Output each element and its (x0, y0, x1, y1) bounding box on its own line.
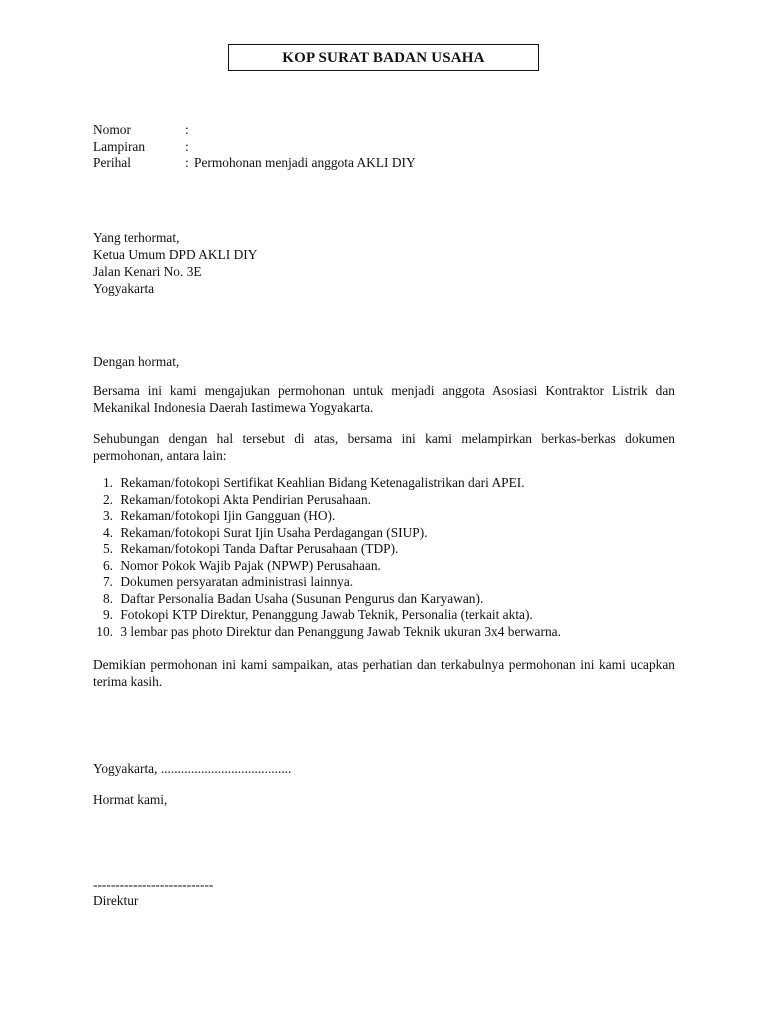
paragraph-attachments-intro: Sehubungan dengan hal tersebut di atas, bersama ini kami melampirkan berkas-berkas dokumen permohonan, antara lain: (93, 431, 675, 463)
list-text: Rekaman/fotokopi Sertifikat Keahlian Bidang Ketenagalistrikan dari APEI. (120, 475, 525, 490)
meta-colon: : (185, 155, 189, 170)
place-date: Yogyakarta, ....................................... (93, 761, 292, 776)
paragraph-request: Bersama ini kami mengajukan permohonan untuk menjadi anggota Asosiasi Kontraktor Listrik dan Mekanikal Indonesia Daerah Iastimewa Yogyakarta. (93, 383, 675, 415)
list-item (93, 574, 675, 591)
recipient-city: Yogyakarta (93, 281, 155, 296)
list-text: Rekaman/fotokopi Surat Ijin Usaha Perdagangan (SIUP). (120, 524, 428, 540)
list-text: Rekaman/fotokopi Akta Pendirian Perusahaan. (120, 491, 372, 507)
list-number: 2. (102, 491, 113, 507)
list-item (93, 558, 675, 575)
list-text: 3 lembar pas photo Direktur dan Penanggung Jawab Teknik ukuran 3x4 berwarna. (120, 623, 561, 639)
recipient-address (93, 229, 257, 297)
list-text: Rekaman/fotokopi Tanda Daftar Perusahaan (TDP). (120, 541, 399, 556)
list-item (93, 475, 675, 492)
list-number: 9. (102, 607, 113, 622)
list-number: 3. (102, 508, 113, 523)
meta-colon: : (185, 122, 189, 137)
list-number: 6. (102, 557, 113, 573)
list-item (93, 525, 675, 542)
list-text: Fotokopi KTP Direktur, Penanggung Jawab Teknik, Personalia (terkait akta). (120, 607, 533, 622)
meta-label: Perihal (93, 155, 131, 170)
meta-value: Permohonan menjadi anggota AKLI DIY (194, 155, 416, 170)
meta-label: Nomor (93, 122, 131, 137)
list-text: Dokumen persyaratan administrasi lainnya. (120, 574, 354, 589)
meta-label: Lampiran (93, 138, 146, 154)
list-item (93, 508, 675, 525)
list-number: 4. (102, 524, 113, 540)
list-number: 10. (96, 623, 113, 639)
meta-row-perihal (93, 155, 416, 172)
meta-row-nomor (93, 122, 416, 139)
list-item (93, 492, 675, 509)
list-number: 8. (102, 590, 113, 606)
salutation: Dengan hormat, (93, 354, 180, 369)
attachment-list (93, 475, 675, 640)
recipient-street: Jalan Kenari No. 3E (93, 264, 202, 279)
meta-row-lampiran (93, 139, 416, 156)
paragraph-closing: Demikian permohonan ini kami sampaikan, atas perhatian dan terkabulnya permohonan ini kami ucapkan terima kasih. (93, 657, 675, 689)
signature-line: --------------------------- (93, 877, 214, 892)
letterhead-box (228, 44, 539, 71)
letter-meta (93, 122, 416, 172)
recipient-name: Ketua Umum DPD AKLI DIY (93, 247, 258, 262)
list-text: Nomor Pokok Wajib Pajak (NPWP) Perusahaan. (120, 557, 381, 573)
list-item (93, 541, 675, 558)
list-number: 1. (102, 475, 113, 490)
list-item (93, 591, 675, 608)
recipient-greeting: Yang terhormat, (93, 230, 180, 245)
meta-colon: : (185, 138, 189, 154)
list-item (93, 607, 675, 624)
letterhead-title: KOP SURAT BADAN USAHA (282, 50, 485, 66)
list-number: 5. (102, 541, 113, 556)
list-text: Rekaman/fotokopi Ijin Gangguan (HO). (120, 508, 336, 523)
list-text: Daftar Personalia Badan Usaha (Susunan Pengurus dan Karyawan). (120, 590, 484, 606)
list-number: 7. (102, 574, 113, 589)
list-item (93, 624, 675, 641)
signatory-title: Direktur (93, 893, 139, 908)
closing-regards: Hormat kami, (93, 792, 168, 807)
